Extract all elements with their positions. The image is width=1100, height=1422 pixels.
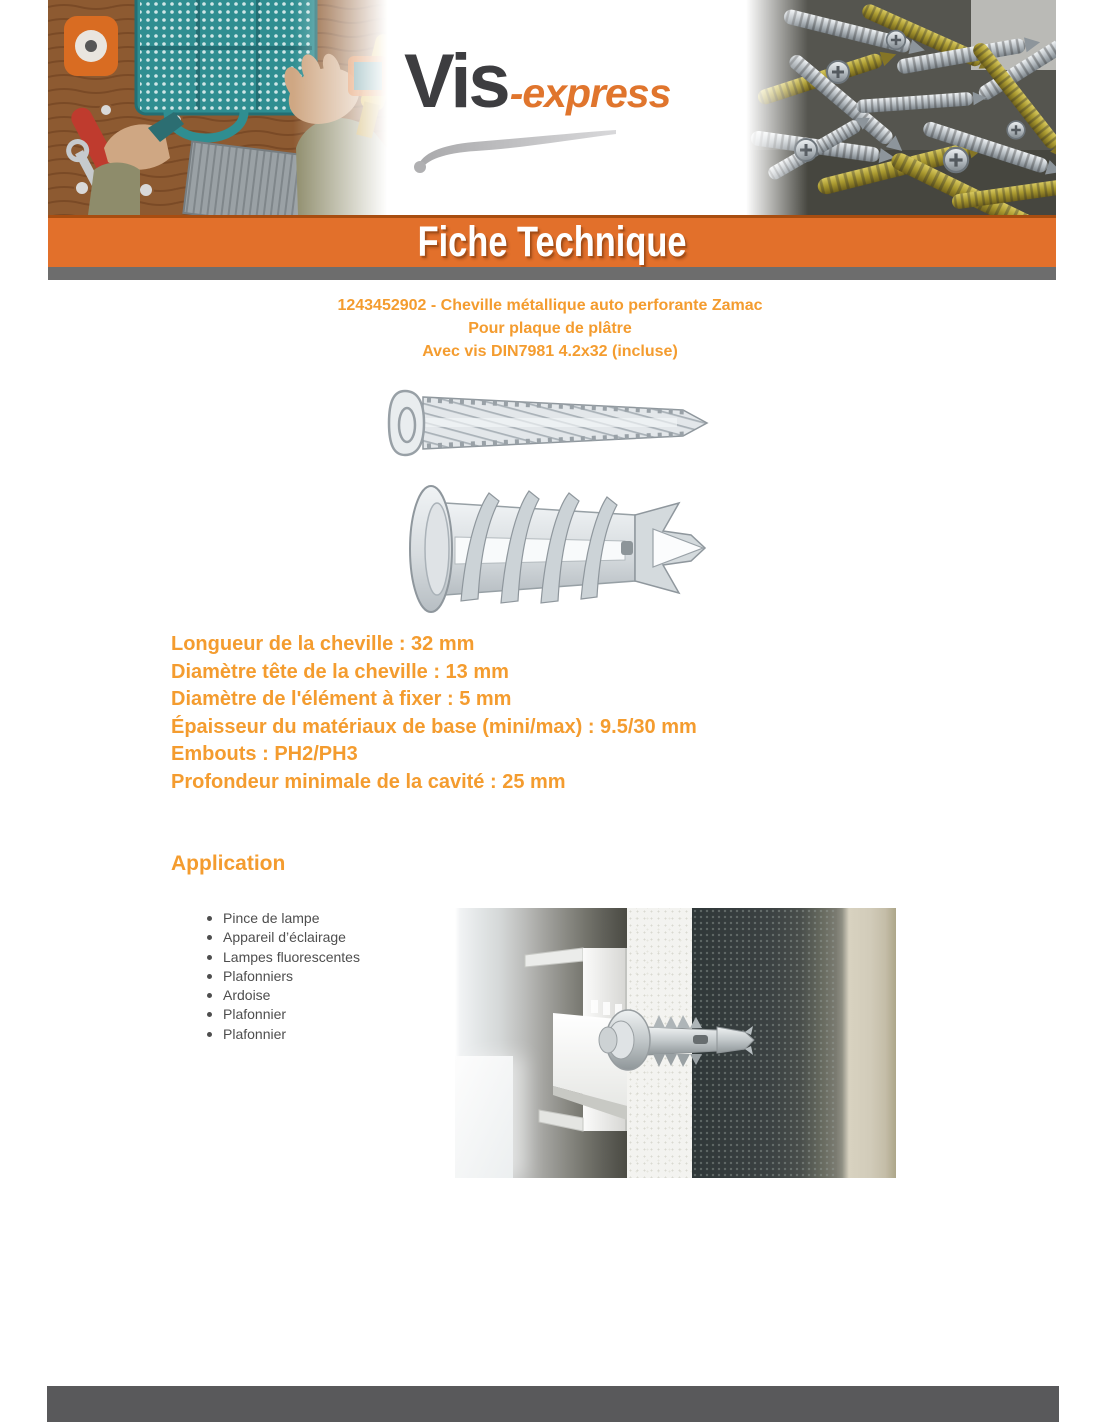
header [48,0,1056,215]
list-item [207,948,360,967]
screws-photo [746,0,1056,215]
list-item-label: Ardoise [223,987,271,1004]
bullet-dot-icon [207,974,212,979]
bullet-dot-icon [207,993,212,998]
application-photo [455,908,896,1178]
list-item-label: Pince de lampe [223,910,320,926]
spec-line: Diamètre tête de la cheville : 13 mm [171,660,509,683]
product-title-line: Avec vis DIN7981 4.2x32 (incluse) [422,343,678,360]
bullet-dot-icon [207,1012,212,1017]
bracket-anchor-overlay [455,908,896,1178]
application-heading: Application [171,852,286,875]
list-item [207,1005,360,1024]
bullet-dot-icon [207,1032,212,1037]
list-item-label: Plafonniers [223,967,294,984]
logo-text-express: -express [509,70,671,116]
logo-swoosh [410,130,620,174]
spec-line: Diamètre de l'élément à fixer : 5 mm [171,688,512,710]
product-title [0,294,1100,363]
spec-line: Longueur de la cheville : 32 mm [171,633,475,655]
product-title-line: 1243452902 - Cheville métallique auto perforante Zamac [337,297,763,314]
banner-title: Fiche Technique [417,218,687,266]
bullet-dot-icon [207,916,212,921]
fiche-technique-banner [48,215,1056,267]
bullet-dot-icon [207,935,212,940]
list-item [207,909,360,928]
list-item [207,967,360,986]
workbench-illustration [48,0,398,215]
workbench-photo [48,0,398,215]
product-image [385,383,730,618]
list-item-label: Lampes fluorescentes [223,948,360,965]
list-item-label: Plafonnier [223,1006,287,1023]
banner-underline [48,267,1056,280]
list-item [207,928,360,947]
spec-line: Épaisseur du matériaux de base (mini/max) : 9.5/30 mm [171,715,697,738]
list-item-label: Appareil d’éclairage [223,929,346,946]
specs-list [171,631,697,796]
product-title-line: Pour plaque de plâtre [468,320,632,337]
list-item-label: Plafonnier [223,1025,287,1042]
footer-bar [47,1386,1059,1422]
bracket-anchor-illustration [455,908,896,1178]
spec-line: Profondeur minimale de la cavité : 25 mm [171,770,566,793]
bullet-dot-icon [207,955,212,960]
list-item [207,1025,360,1044]
spec-line: Embouts : PH2/PH3 [171,743,358,765]
vis-express-logo [404,39,754,174]
screws-pile-illustration [746,0,1056,215]
list-item [207,986,360,1005]
application-list [207,909,360,1044]
screw-and-anchor-illustration [385,383,730,618]
logo-text-vis: Vis [404,39,508,124]
